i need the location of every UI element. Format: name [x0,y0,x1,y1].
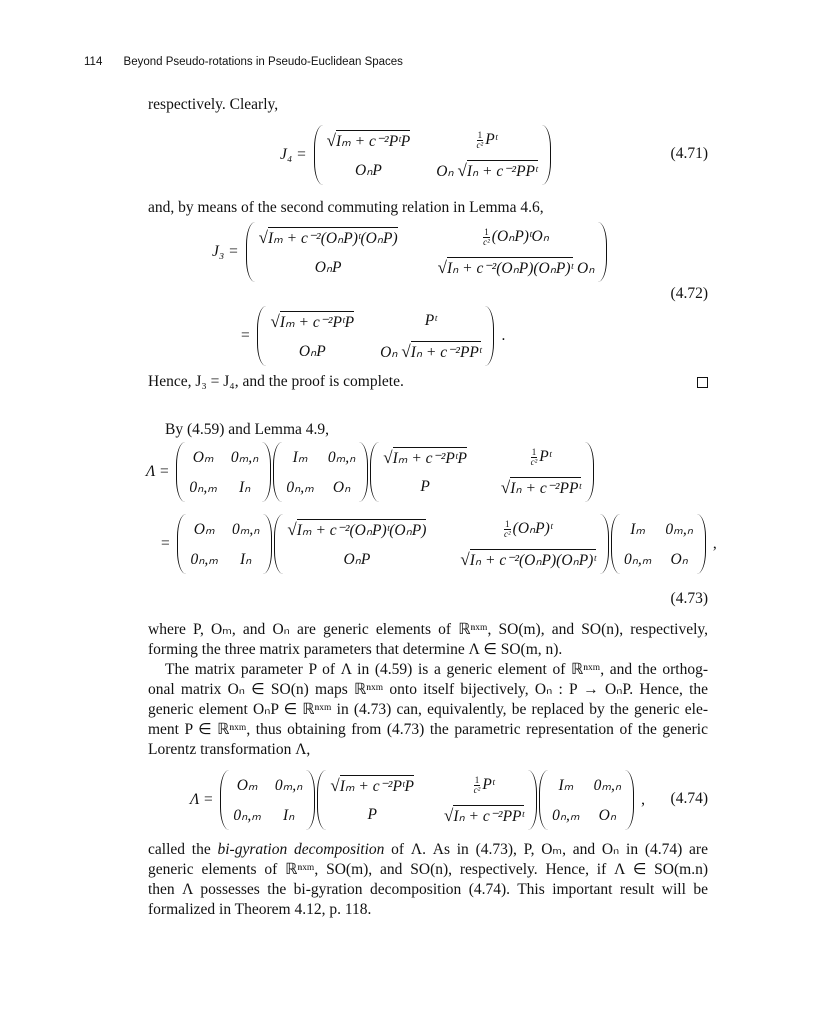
matrix-cell: √ Iₙ + c⁻²(OₙP)(OₙP)ᵗ Oₙ [438,257,595,278]
equation-4-73-line2: = Oₘ 0ₘ,ₙ 0ₙ,ₘ Iₙ √ Iₘ + c⁻²(OₙP)ᵗ(OₙP) $\frac{1}{\text{c²}}$ (OₙP)ᵗ OₙP √ Iₙ + c⁻²(OₙP)(OₙP)ᵗ Iₘ 0ₘ,ₙ 0ₙ,ₘ Oₙ , [160,514,717,574]
text-line: ment P ∈ ℝⁿˣᵐ, thus obtaining from (4.73) the parametric representation of the generic [148,721,708,738]
matrix: Oₘ 0ₘ,ₙ 0ₙ,ₘ Iₙ [176,442,271,502]
text-line: generic elements of ℝⁿˣᵐ, SO(m), and SO(n), respectively. Hence, if Λ ∈ SO(m.n) [148,861,708,878]
matrix-cell: Oₙ √ Iₙ + c⁻²PPᵗ [380,341,481,362]
matrix-cell: OₙP [314,258,342,276]
text-line: forming the three matrix parameters that determine Λ ∈ SO(m, n). [148,641,563,658]
equation-lhs: Λ = [146,463,170,480]
text-line: called the bi-gyration decomposition of Λ. As in (4.73), P, Oₘ, and Oₙ in (4.74) are [148,841,708,858]
equation-number: (4.72) [670,285,708,302]
matrix-cell: $\frac{1}{\text{c²}}$ Pᵗ [476,129,498,150]
text-line: where P, Oₘ, and Oₙ are generic elements of ℝⁿˣᵐ, SO(m), and SO(n), respectively, [148,621,708,638]
matrix-cell: √ Iₘ + c⁻²PᵗP [336,130,410,151]
text-line: Hence, J₃ = J₄, and the proof is complete. [148,373,404,390]
matrix-cell: √ Iₘ + c⁻²(OₙP)ᵗ(OₙP) [268,227,398,248]
equation-4-73-line1 [146,442,595,502]
equation-lhs: = [240,327,251,344]
matrix-cell: OₙP [355,161,382,179]
matrix: Oₘ 0ₘ,ₙ 0ₙ,ₘ Iₙ [177,514,272,574]
equation-number: (4.73) [670,590,708,607]
equation-lhs: J₄ = [280,146,307,163]
equation-4-72-line2: = √ Iₘ + c⁻²PᵗP Pᵗ OₙP Oₙ √ Iₙ + c⁻²PPᵗ . [240,306,505,366]
equation-lhs: Λ = [190,791,214,808]
qed-square-icon [697,377,708,388]
matrix: Iₘ 0ₘ,ₙ 0ₙ,ₘ Oₙ [611,514,706,574]
matrix: √ Iₘ + c⁻²PᵗP $\frac{1}{\text{c²}}$ Pᵗ P √ Iₙ + c⁻²PPᵗ [370,442,594,502]
matrix [314,125,551,185]
text-line: respectively. Clearly, [148,96,279,113]
text-line: Lorentz transformation Λ, [148,741,311,758]
matrix [257,306,494,366]
text-line: generic element OₙP ∈ ℝⁿˣᵐ in (4.73) can, equivalently, be replaced by the generic ele- [148,701,708,718]
equation-lhs: J₃ = [212,243,239,260]
page-number: 114 [84,56,103,68]
running-title: Beyond Pseudo-rotations in Pseudo-Euclidean Spaces [123,56,403,68]
equation-lhs: = [160,535,171,552]
text-line: and, by means of the second commuting relation in Lemma 4.6, [148,199,544,216]
matrix-cell: OₙP [298,342,326,360]
equation-number: (4.74) [670,790,708,807]
text-line: The matrix parameter P of Λ in (4.59) is a generic element of ℝⁿˣᵐ, and the orthog- [165,661,708,678]
matrix: Oₘ 0ₘ,ₙ 0ₙ,ₘ Iₙ [220,770,315,830]
equation-4-71 [280,125,552,185]
running-header [84,56,403,68]
matrix: √ Iₘ + c⁻²PᵗP $\frac{1}{\text{c²}}$ Pᵗ P √ Iₙ + c⁻²PPᵗ [317,770,537,830]
matrix [246,222,608,282]
matrix-cell: Pᵗ [424,312,437,329]
text-line: then Λ possesses the bi-gyration decomposition (4.74). This important result will be [148,881,708,898]
text-line: By (4.59) and Lemma 4.9, [165,421,330,438]
matrix-cell: Oₙ √ Iₙ + c⁻²PPᵗ [436,160,537,181]
matrix: √ Iₘ + c⁻²(OₙP)ᵗ(OₙP) $\frac{1}{\text{c²}}$ (OₙP)ᵗ OₙP √ Iₙ + c⁻²(OₙP)(OₙP)ᵗ [274,514,609,574]
text-line: onal matrix Oₙ ∈ SO(n) maps ℝⁿˣᵐ onto itself bijectively, Oₙ : P → OₙP. Hence, the [148,681,708,698]
matrix: Iₘ 0ₘ,ₙ 0ₙ,ₘ Oₙ [539,770,634,830]
text-line: formalized in Theorem 4.12, p. 118. [148,901,372,918]
equation-4-74: Λ = Oₘ 0ₘ,ₙ 0ₙ,ₘ Iₙ √ Iₘ + c⁻²PᵗP $\frac{1}{\text{c²}}$ Pᵗ P √ Iₙ + c⁻²PPᵗ Iₘ 0ₘ,ₙ 0ₙ,ₘ Oₙ , [190,770,645,830]
matrix-cell: √ Iₘ + c⁻²PᵗP [280,311,354,332]
emphasis-term: bi-gyration decomposition [217,841,385,858]
matrix: Iₘ 0ₘ,ₙ 0ₙ,ₘ Oₙ [273,442,368,502]
equation-number: (4.71) [670,145,708,162]
matrix-cell: $\frac{1}{\text{c²}}$ (OₙP)ᵗOₙ [483,226,549,247]
equation-4-72-line1 [212,222,608,282]
